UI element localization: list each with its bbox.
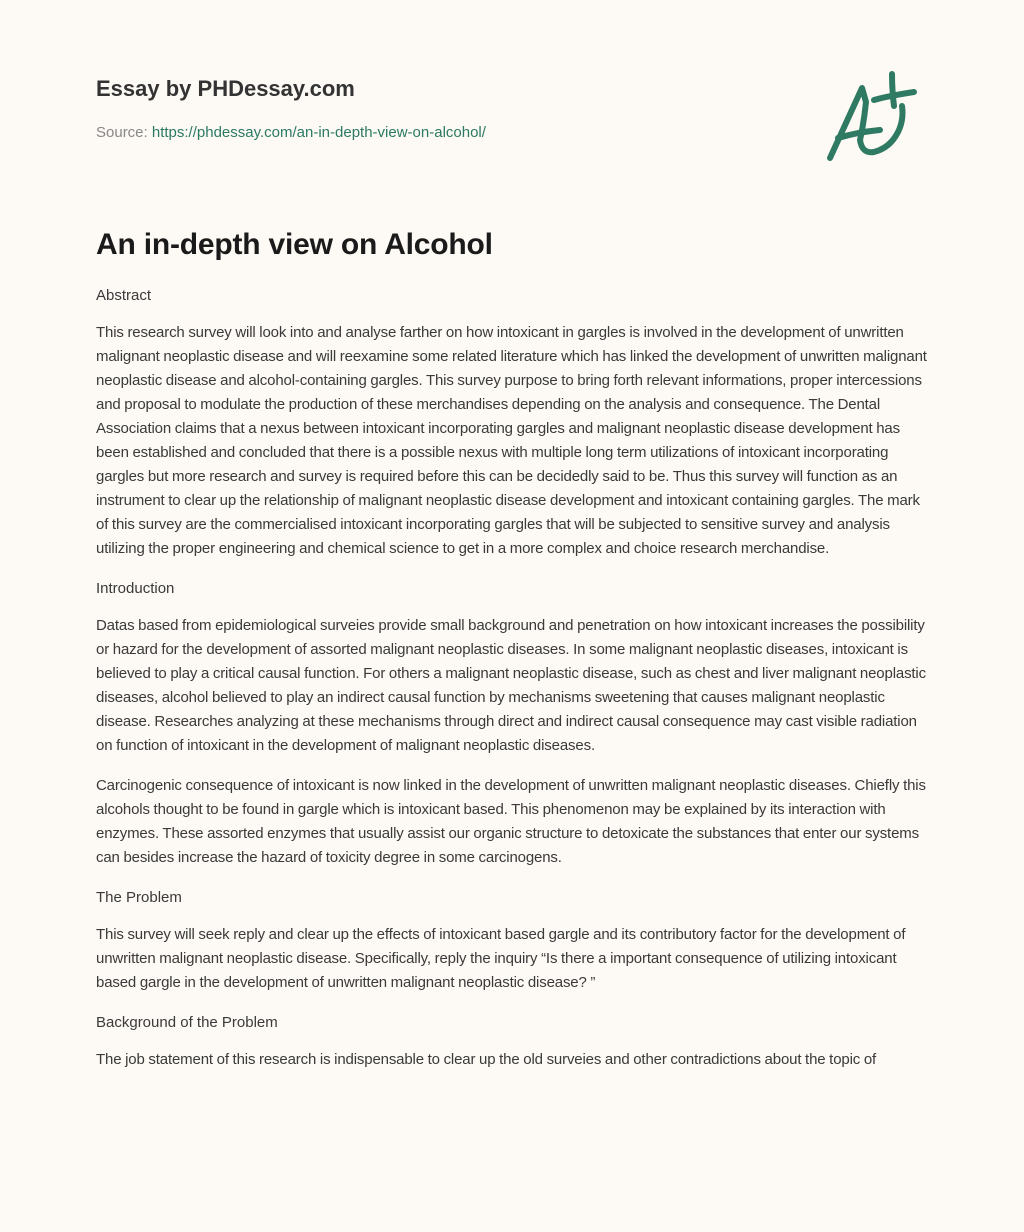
a-plus-grade-icon [818, 62, 934, 170]
section-heading-problem: The Problem [96, 889, 182, 906]
section-heading-introduction: Introduction [96, 580, 175, 597]
paragraph-background: The job statement of this research is indispensable to clear up the old surveies and other contradictions about the topic of [96, 1051, 877, 1068]
paragraph-abstract: This research survey will look into and analyse farther on how intoxicant in gargles is involved in the development of unwritten malignant neoplastic disease and will reexamine some related literature which has linked the development of unwritten malignant neoplastic disease and alcohol-containing gargles. This survey purpose to bring forth relevant informations, proper intercessions and proposal to modulate the production of these merchandises depending on the analysis and consequence. The Dental Association claims that a nexus between intoxicant incorporating gargles and malignant neoplastic disease development has been established and concluded that there is a possible nexus with multiple long term utilizations of intoxicant incorporating gargles but more research and survey is required before this can be decidedly said to be. Thus this survey will function as an instrument to clear up the relationship of malignant neoplastic disease development and intoxicant containing gargles. The mark of this survey are the commercialised intoxicant incorporating gargles that will be subjected to sensitive survey and analysis utilizing the proper engineering and chemical science to get in a more complex and choice research merchandise. [96, 324, 927, 557]
paragraph-introduction-1: Datas based from epidemiological surveies provide small background and penetration on how intoxicant increases the possibility or hazard for the development of assorted malignant neoplastic diseases. In some malignant neoplastic diseases, intoxicant is believed to play a critical causal function. For others a malignant neoplastic disease, such as chest and liver malignant neoplastic diseases, alcohol believed to play an indirect causal function by mechanisms sweetening that causes malignant neoplastic disease. Researches analyzing at these mechanisms through direct and indirect causal consequence may cast visible radiation on function of intoxicant in the development of malignant neoplastic diseases. [96, 617, 926, 754]
page-header [96, 74, 796, 143]
site-title: Essay by PHDessay.com [96, 76, 355, 101]
essay-content [96, 224, 928, 1072]
page-title: An in-depth view on Alcohol [96, 228, 493, 261]
section-heading-abstract: Abstract [96, 287, 152, 304]
paragraph-problem: This survey will seek reply and clear up the effects of intoxicant based gargle and its contributory factor for the development of unwritten malignant neoplastic disease. Specifically, reply the inquiry “Is there a important consequence of utilizing intoxicant based gargle in the development of unwritten malignant neoplastic disease? ” [96, 926, 906, 991]
source-link[interactable]: https://phdessay.com/an-in-depth-view-on-alcohol/ [151, 124, 486, 141]
source-label: Source: [96, 124, 148, 141]
source-line [96, 123, 796, 143]
section-heading-background: Background of the Problem [96, 1014, 278, 1031]
paragraph-introduction-2: Carcinogenic consequence of intoxicant is now linked in the development of unwritten malignant neoplastic diseases. Chiefly this alcohols thought to be found in gargle which is intoxicant based. This phenomenon may be explained by its interaction with enzymes. These assorted enzymes that usually assist our organic structure to detoxicate the substances that enter our systems can besides increase the hazard of toxicity degree in some carcinogens. [96, 777, 926, 866]
